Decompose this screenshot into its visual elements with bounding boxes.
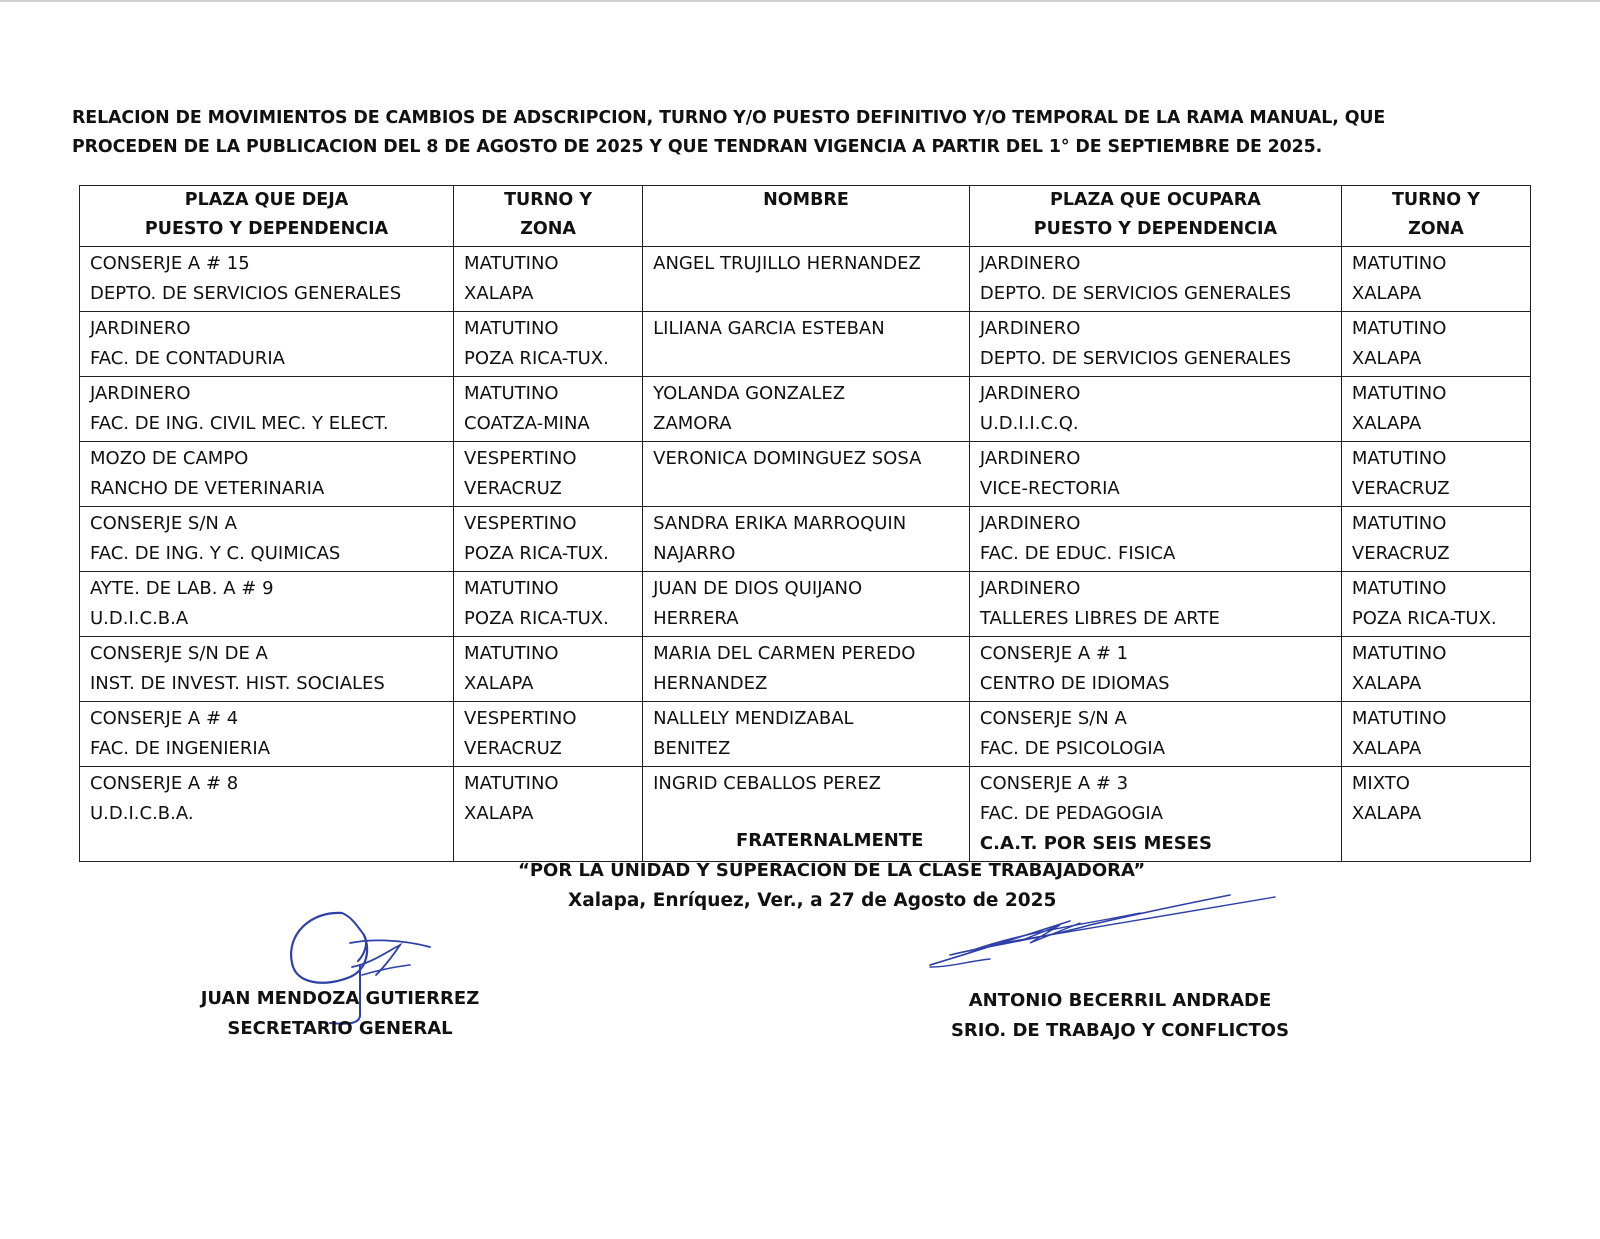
cell-turno-deja: MATUTINO POZA RICA-TUX. (454, 312, 643, 377)
cell-plaza-ocupara: JARDINERO VICE-RECTORIA (969, 442, 1341, 507)
header-plaza-ocupara: PLAZA QUE OCUPARA PUESTO Y DEPENDENCIA (969, 186, 1341, 247)
cell-turno-nuevo: MATUTINO XALAPA (1341, 377, 1530, 442)
heading-line-2: PROCEDEN DE LA PUBLICACION DEL 8 DE AGOSTO DE 2025 Y QUE TENDRAN VIGENCIA A PARTIR DEL 1° DE SEPTIEMBRE DE 2025. (72, 137, 1323, 157)
cell-nombre: JUAN DE DIOS QUIJANO HERRERA (643, 572, 970, 637)
signer-role-left: SECRETARIO GENERAL (227, 1018, 453, 1039)
cell-plaza-deja: CONSERJE A # 15 DEPTO. DE SERVICIOS GENERALES (80, 247, 454, 312)
cell-plaza-ocupara: JARDINERO DEPTO. DE SERVICIOS GENERALES (969, 312, 1341, 377)
cell-turno-nuevo: MATUTINO XALAPA (1341, 702, 1530, 767)
table-header-row (80, 186, 1531, 247)
cell-plaza-ocupara: JARDINERO FAC. DE EDUC. FISICA (969, 507, 1341, 572)
place-date: Xalapa, Enríquez, Ver., a 27 de Agosto de 2025 (568, 890, 1057, 911)
document-heading (72, 104, 1542, 162)
cell-plaza-deja: AYTE. DE LAB. A # 9 U.D.I.C.B.A (80, 572, 454, 637)
cell-plaza-deja: JARDINERO FAC. DE CONTADURIA (80, 312, 454, 377)
cell-nombre: NALLELY MENDIZABAL BENITEZ (643, 702, 970, 767)
cell-plaza-deja: CONSERJE S/N A FAC. DE ING. Y C. QUIMICAS (80, 507, 454, 572)
cell-turno-nuevo: MATUTINO XALAPA (1341, 312, 1530, 377)
cell-plaza-ocupara: CONSERJE S/N A FAC. DE PSICOLOGIA (969, 702, 1341, 767)
motto: “POR LA UNIDAD Y SUPERACION DE LA CLASE TRABAJADORA” (518, 860, 1146, 881)
heading-line-1: RELACION DE MOVIMIENTOS DE CAMBIOS DE ADSCRIPCION, TURNO Y/O PUESTO DEFINITIVO Y/O TEMPORAL DE LA RAMA MANUAL, QUE (72, 108, 1386, 128)
salutation: FRATERNALMENTE (736, 830, 924, 851)
cell-plaza-deja: CONSERJE S/N DE A INST. DE INVEST. HIST. SOCIALES (80, 637, 454, 702)
table-row (80, 637, 1531, 702)
cell-turno-deja: VESPERTINO VERACRUZ (454, 702, 643, 767)
cell-plaza-ocupara: CONSERJE A # 1 CENTRO DE IDIOMAS (969, 637, 1341, 702)
table-row (80, 247, 1531, 312)
cell-plaza-ocupara: JARDINERO U.D.I.I.C.Q. (969, 377, 1341, 442)
cell-turno-deja: MATUTINO XALAPA (454, 767, 643, 862)
table-row (80, 702, 1531, 767)
cell-turno-nuevo: MATUTINO VERACRUZ (1341, 442, 1530, 507)
header-nombre: NOMBRE (643, 186, 970, 247)
signature-block-left (190, 984, 490, 1044)
header-turno-zona-deja: TURNO Y ZONA (454, 186, 643, 247)
table-row (80, 442, 1531, 507)
cell-turno-deja: MATUTINO XALAPA (454, 637, 643, 702)
cell-turno-nuevo: MATUTINO XALAPA (1341, 247, 1530, 312)
cell-plaza-ocupara: JARDINERO DEPTO. DE SERVICIOS GENERALES (969, 247, 1341, 312)
cell-nombre: YOLANDA GONZALEZ ZAMORA (643, 377, 970, 442)
cell-turno-nuevo: MATUTINO XALAPA (1341, 637, 1530, 702)
cell-turno-deja: MATUTINO POZA RICA-TUX. (454, 572, 643, 637)
signature-block-right (940, 986, 1300, 1046)
cell-nombre: VERONICA DOMINGUEZ SOSA (643, 442, 970, 507)
signer-name-left: JUAN MENDOZA GUTIERREZ (200, 988, 480, 1009)
header-plaza-deja: PLAZA QUE DEJA PUESTO Y DEPENDENCIA (80, 186, 454, 247)
movements-table (79, 185, 1531, 862)
cell-nombre: LILIANA GARCIA ESTEBAN (643, 312, 970, 377)
cell-turno-nuevo: MATUTINO POZA RICA-TUX. (1341, 572, 1530, 637)
cell-plaza-deja: CONSERJE A # 4 FAC. DE INGENIERIA (80, 702, 454, 767)
cell-turno-deja: VESPERTINO POZA RICA-TUX. (454, 507, 643, 572)
cell-plaza-ocupara: CONSERJE A # 3 FAC. DE PEDAGOGIA C.A.T. POR SEIS MESES (969, 767, 1341, 862)
signer-name-right: ANTONIO BECERRIL ANDRADE (968, 990, 1272, 1011)
cell-plaza-deja: CONSERJE A # 8 U.D.I.C.B.A. (80, 767, 454, 862)
signer-role-right: SRIO. DE TRABAJO Y CONFLICTOS (950, 1020, 1290, 1041)
cell-turno-deja: MATUTINO XALAPA (454, 247, 643, 312)
cell-plaza-deja: MOZO DE CAMPO RANCHO DE VETERINARIA (80, 442, 454, 507)
cell-nombre: MARIA DEL CARMEN PEREDO HERNANDEZ (643, 637, 970, 702)
table-row (80, 507, 1531, 572)
header-turno-zona-nueva: TURNO Y ZONA (1341, 186, 1530, 247)
table-row (80, 377, 1531, 442)
temporary-note: C.A.T. POR SEIS MESES (979, 833, 1212, 854)
cell-plaza-deja: JARDINERO FAC. DE ING. CIVIL MEC. Y ELECT. (80, 377, 454, 442)
table-row (80, 572, 1531, 637)
cell-turno-nuevo: MATUTINO VERACRUZ (1341, 507, 1530, 572)
cell-nombre: INGRID CEBALLOS PEREZ (643, 767, 970, 862)
cell-turno-deja: VESPERTINO VERACRUZ (454, 442, 643, 507)
table-body (80, 247, 1531, 862)
cell-nombre: ANGEL TRUJILLO HERNANDEZ (643, 247, 970, 312)
cell-plaza-ocupara: JARDINERO TALLERES LIBRES DE ARTE (969, 572, 1341, 637)
cell-turno-deja: MATUTINO COATZA-MINA (454, 377, 643, 442)
scan-edge-line (0, 0, 1600, 2)
table-row (80, 312, 1531, 377)
cell-turno-nuevo: MIXTO XALAPA (1341, 767, 1530, 862)
cell-nombre: SANDRA ERIKA MARROQUIN NAJARRO (643, 507, 970, 572)
